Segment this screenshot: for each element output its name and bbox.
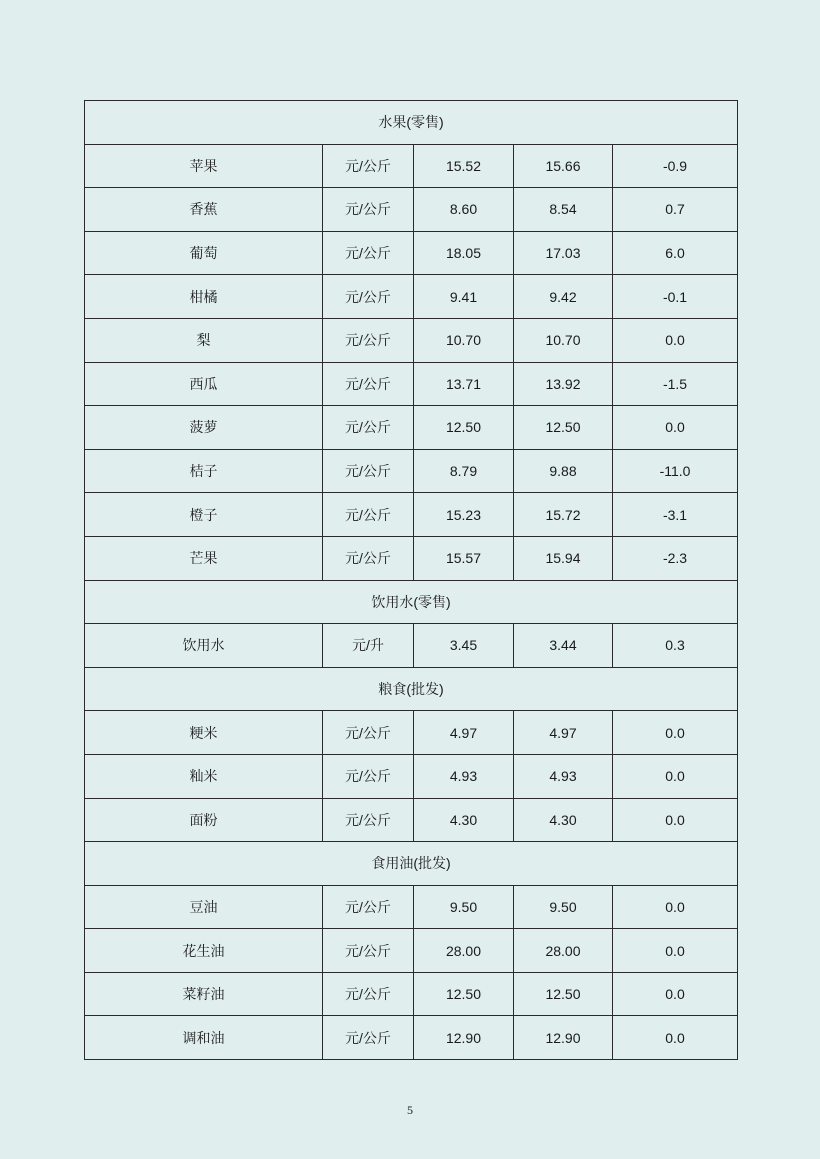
section-header-row (85, 101, 738, 145)
previous-price-cell: 9.42 (514, 275, 613, 319)
unit-cell: 元/公斤 (323, 711, 414, 755)
current-price-cell: 15.57 (414, 536, 514, 580)
table-row (85, 406, 738, 450)
item-name-cell: 橙子 (85, 493, 323, 537)
table-row (85, 231, 738, 275)
table-row (85, 449, 738, 493)
section-header-row (85, 842, 738, 886)
table-row (85, 972, 738, 1016)
table-row (85, 754, 738, 798)
current-price-cell: 9.41 (414, 275, 514, 319)
previous-price-cell: 4.97 (514, 711, 613, 755)
previous-price-cell: 4.30 (514, 798, 613, 842)
previous-price-cell: 3.44 (514, 624, 613, 668)
section-title: 粮食(批发) (85, 667, 738, 711)
unit-cell: 元/公斤 (323, 318, 414, 362)
item-name-cell: 香蕉 (85, 188, 323, 232)
item-name-cell: 花生油 (85, 929, 323, 973)
current-price-cell: 8.79 (414, 449, 514, 493)
section-title: 饮用水(零售) (85, 580, 738, 624)
previous-price-cell: 15.72 (514, 493, 613, 537)
item-name-cell: 西瓜 (85, 362, 323, 406)
page-number: 5 (407, 1103, 413, 1117)
previous-price-cell: 12.50 (514, 406, 613, 450)
change-percent-cell: -1.5 (613, 362, 738, 406)
table-row (85, 929, 738, 973)
item-name-cell: 菠萝 (85, 406, 323, 450)
item-name-cell: 葡萄 (85, 231, 323, 275)
item-name-cell: 苹果 (85, 144, 323, 188)
change-percent-cell: 0.0 (613, 1016, 738, 1060)
change-percent-cell: 0.0 (613, 929, 738, 973)
previous-price-cell: 28.00 (514, 929, 613, 973)
table-row (85, 362, 738, 406)
current-price-cell: 13.71 (414, 362, 514, 406)
current-price-cell: 9.50 (414, 885, 514, 929)
previous-price-cell: 15.66 (514, 144, 613, 188)
unit-cell: 元/升 (323, 624, 414, 668)
unit-cell: 元/公斤 (323, 275, 414, 319)
previous-price-cell: 12.50 (514, 972, 613, 1016)
unit-cell: 元/公斤 (323, 885, 414, 929)
table-row (85, 536, 738, 580)
previous-price-cell: 9.88 (514, 449, 613, 493)
current-price-cell: 12.50 (414, 406, 514, 450)
previous-price-cell: 13.92 (514, 362, 613, 406)
change-percent-cell: -0.9 (613, 144, 738, 188)
item-name-cell: 调和油 (85, 1016, 323, 1060)
table-row (85, 624, 738, 668)
current-price-cell: 4.30 (414, 798, 514, 842)
change-percent-cell: -0.1 (613, 275, 738, 319)
change-percent-cell: 0.0 (613, 885, 738, 929)
current-price-cell: 12.50 (414, 972, 514, 1016)
unit-cell: 元/公斤 (323, 406, 414, 450)
previous-price-cell: 4.93 (514, 754, 613, 798)
unit-cell: 元/公斤 (323, 754, 414, 798)
change-percent-cell: 0.0 (613, 318, 738, 362)
item-name-cell: 粳米 (85, 711, 323, 755)
change-percent-cell: 0.3 (613, 624, 738, 668)
unit-cell: 元/公斤 (323, 972, 414, 1016)
section-title: 食用油(批发) (85, 842, 738, 886)
table-row (85, 885, 738, 929)
table-row (85, 318, 738, 362)
price-table (84, 100, 738, 1060)
change-percent-cell: -2.3 (613, 536, 738, 580)
current-price-cell: 18.05 (414, 231, 514, 275)
section-title: 水果(零售) (85, 101, 738, 145)
previous-price-cell: 8.54 (514, 188, 613, 232)
change-percent-cell: 0.7 (613, 188, 738, 232)
item-name-cell: 豆油 (85, 885, 323, 929)
price-table-body (85, 101, 738, 1060)
item-name-cell: 籼米 (85, 754, 323, 798)
item-name-cell: 梨 (85, 318, 323, 362)
item-name-cell: 面粉 (85, 798, 323, 842)
section-header-row (85, 580, 738, 624)
table-row (85, 144, 738, 188)
current-price-cell: 12.90 (414, 1016, 514, 1060)
current-price-cell: 28.00 (414, 929, 514, 973)
current-price-cell: 15.52 (414, 144, 514, 188)
unit-cell: 元/公斤 (323, 144, 414, 188)
change-percent-cell: 0.0 (613, 972, 738, 1016)
table-row (85, 798, 738, 842)
table-row (85, 1016, 738, 1060)
change-percent-cell: 0.0 (613, 798, 738, 842)
section-header-row (85, 667, 738, 711)
unit-cell: 元/公斤 (323, 929, 414, 973)
item-name-cell: 菜籽油 (85, 972, 323, 1016)
change-percent-cell: -3.1 (613, 493, 738, 537)
current-price-cell: 3.45 (414, 624, 514, 668)
change-percent-cell: 0.0 (613, 711, 738, 755)
item-name-cell: 桔子 (85, 449, 323, 493)
table-row (85, 275, 738, 319)
previous-price-cell: 10.70 (514, 318, 613, 362)
current-price-cell: 4.93 (414, 754, 514, 798)
item-name-cell: 柑橘 (85, 275, 323, 319)
unit-cell: 元/公斤 (323, 188, 414, 232)
previous-price-cell: 12.90 (514, 1016, 613, 1060)
current-price-cell: 15.23 (414, 493, 514, 537)
change-percent-cell: 6.0 (613, 231, 738, 275)
table-row (85, 188, 738, 232)
change-percent-cell: 0.0 (613, 754, 738, 798)
unit-cell: 元/公斤 (323, 493, 414, 537)
unit-cell: 元/公斤 (323, 1016, 414, 1060)
unit-cell: 元/公斤 (323, 798, 414, 842)
current-price-cell: 10.70 (414, 318, 514, 362)
unit-cell: 元/公斤 (323, 362, 414, 406)
unit-cell: 元/公斤 (323, 231, 414, 275)
previous-price-cell: 15.94 (514, 536, 613, 580)
previous-price-cell: 17.03 (514, 231, 613, 275)
previous-price-cell: 9.50 (514, 885, 613, 929)
item-name-cell: 芒果 (85, 536, 323, 580)
unit-cell: 元/公斤 (323, 536, 414, 580)
item-name-cell: 饮用水 (85, 624, 323, 668)
current-price-cell: 4.97 (414, 711, 514, 755)
table-row (85, 493, 738, 537)
change-percent-cell: 0.0 (613, 406, 738, 450)
table-row (85, 711, 738, 755)
change-percent-cell: -11.0 (613, 449, 738, 493)
unit-cell: 元/公斤 (323, 449, 414, 493)
current-price-cell: 8.60 (414, 188, 514, 232)
